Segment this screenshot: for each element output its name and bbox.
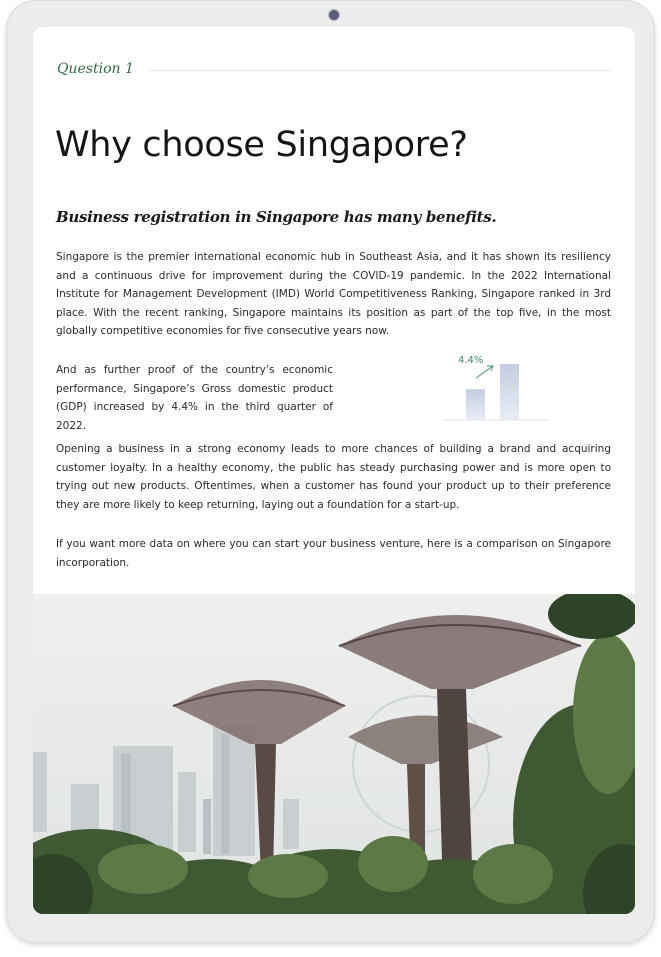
chart-annotation-label: 4.4%: [458, 355, 484, 366]
tablet-frame: [6, 0, 655, 943]
question-divider: [149, 70, 611, 71]
gdp-growth-chart: [443, 349, 553, 423]
camera-dot: [328, 9, 340, 21]
chart-bar-before: [466, 389, 485, 420]
page-title: Why choose Singapore?: [55, 125, 468, 165]
page-screen: [33, 27, 635, 914]
chart-bar-after: [500, 364, 519, 420]
supertree-grove-photo: [33, 594, 635, 914]
paragraph-business-benefits: Opening a business in a strong economy leads to more chances of building a brand and acquiring customer loyalty. In a healthy economy, the public has steady purchasing power and is more open to trying out new products. Oftentimes, when a customer has found your product up to their preference they are more likely to keep returning, laying out a foundation for a start-up.: [56, 443, 611, 511]
question-label: Question 1: [57, 61, 134, 77]
question-header: [57, 61, 611, 81]
paragraph-gdp: And as further proof of the country’s economic performance, Singapore’s Gross domestic product (GDP) increased by 4.4% in the third quarter of 2022.: [56, 364, 333, 432]
paragraph-competitiveness: Singapore is the premier international economic hub in Southeast Asia, and it has shown its resiliency and a continuous drive for improvement during the COVID-19 pandemic. In the 2022 International Institute for Management Development (IMD) World Competitiveness Ranking, Singapore ranked in 3rd place. With the recent ranking, Singapore maintains its position as part of the top five, in the most globally competitive economies for five consecutive years now.: [56, 251, 611, 337]
chart-arrow-line: [476, 366, 493, 378]
page-subtitle: Business registration in Singapore has many benefits.: [56, 208, 497, 226]
paragraph-incorporation: If you want more data on where you can start your business venture, here is a comparison on Singapore incorporation.: [56, 538, 611, 569]
